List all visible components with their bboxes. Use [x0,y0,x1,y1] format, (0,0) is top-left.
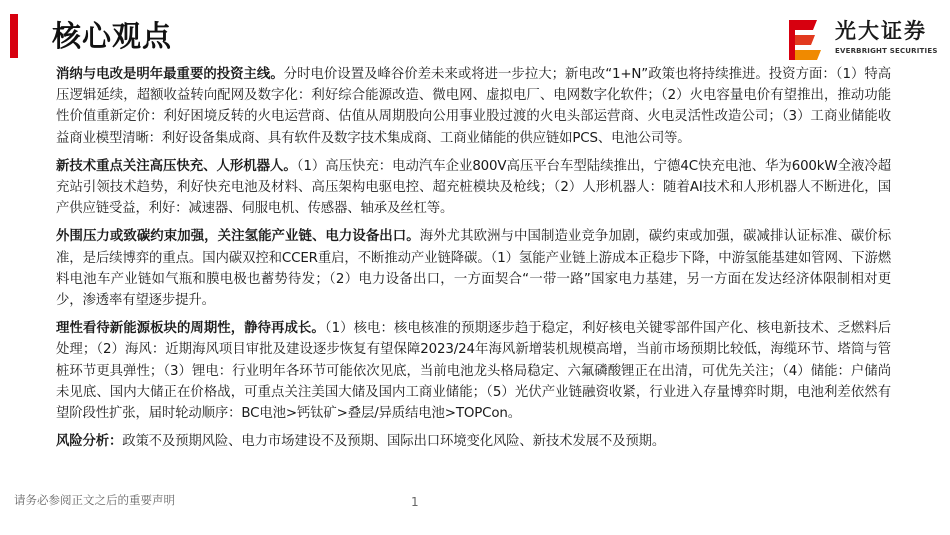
brand-logo [787,18,937,62]
paragraph-text: （1）高压快充：电动汽车企业800V高压平台车型陆续推出，宁德4C快充电池、华为600kW全液冷超充站引领技术趋势，利好快充电池及材料、高压架构电驱电控、超充桩模块及枪线；（2）人形机器人：随着AI技术和人形机器人不断进化，国产供应链受益，利好：减速器、伺服电机、传感器、轴承及丝杠等。 [56,158,891,217]
logo-chinese-text: 光大证券 [835,19,927,43]
paragraph-lead: 理性看待新能源板块的周期性，静待再成长。 [56,321,325,337]
paragraph-lead: 新技术重点关注高压快充、人形机器人。 [56,158,297,174]
everbright-logo-icon [787,18,827,62]
paragraph-lead: 风险分析： [56,434,123,450]
paragraph-text: 分时电价设置及峰谷价差未来或将进一步拉大；新电改“1+N”政策也将持续推进。投资方面：（1）特高压逻辑延续，超额收益转向配网及数字化：利好综合能源改造、微电网、虚拟电厂、电网数字化软件；（2）火电容量电价有望推出，推动功能性价值重新定价：利好困境反转的火电运营商、估值从周期股向公用事业股过渡的火电头部运营商、火电灵活性改造公司；（3）工商业储能收益商业模型清晰：利好设备集成商、具有软件及数字技术集成商、工商业储能的供应链如PCS、电池公司等。 [56,67,892,146]
page-title: 核心观点 [52,19,173,53]
page-number: 1 [411,495,419,509]
paragraph-text: （1）核电：核电核准的预期逐步趋于稳定，利好核电关键零部件国产化、核电新技术、乏燃料后处理；（2）海风：近期海风项目审批及建设逐步恢复有望保障2023/24年海风新增装机规模高增，当前市场预期比较低，海缆环节、塔筒与管桩环节更具弹性；（3）锂电：行业明年各环节可能依次见底，当前电池龙头格局稳定、六氟磷酸锂正在出清，可优先关注；（4）储能：户储尚未见底、国内大储正在价格战，可重点关注美国大储及国内工商业储能；（5）光伏产业链融资收紧，行业进入存量博弈时期，电池利差依然有望阶段性扩张，届时轮动顺序：BC电池>钙钛矿>叠层/异质结电池>TOPCon。 [56,321,892,422]
paragraph-power-reform [56,64,891,149]
paragraph-carbon-constraint [56,226,891,311]
key-points-body [56,64,891,459]
paragraph-new-energy-cycle [56,318,891,424]
paragraph-text: 海外尤其欧洲与中国制造业竞争加剧，碳约束或加强，碳减排认证标准、碳价标准，是后续博弈的重点。国内碳双控和CCER重启，不断推动产业链降碳。（1）氢能产业链上游成本正稳步下降，中游氢能基建如管网、下游燃料电池车产业链如气瓶和膜电极也蓄势待发；（2）电力设备出口，一方面契合“一带一路”国家电力基建，另一方面在发达经济体限制相对更少，渗透率有望逐步提升。 [56,229,892,309]
paragraph-text: 政策不及预期风险、电力市场建设不及预期、国际出口环境变化风险、新技术发展不及预期。 [122,434,666,450]
paragraph-lead: 外围压力或致碳约束加强，关注氢能产业链、电力设备出口。 [56,229,420,245]
title-accent-bar [10,14,18,58]
paragraph-new-tech [56,156,891,220]
disclaimer-note: 请务必参阅正文之后的重要声明 [14,493,175,507]
logo-english-text: EVERBRIGHT SECURITIES [835,47,938,55]
paragraph-risk-analysis [56,431,891,452]
paragraph-lead: 消纳与电改是明年最重要的投资主线。 [56,67,284,82]
